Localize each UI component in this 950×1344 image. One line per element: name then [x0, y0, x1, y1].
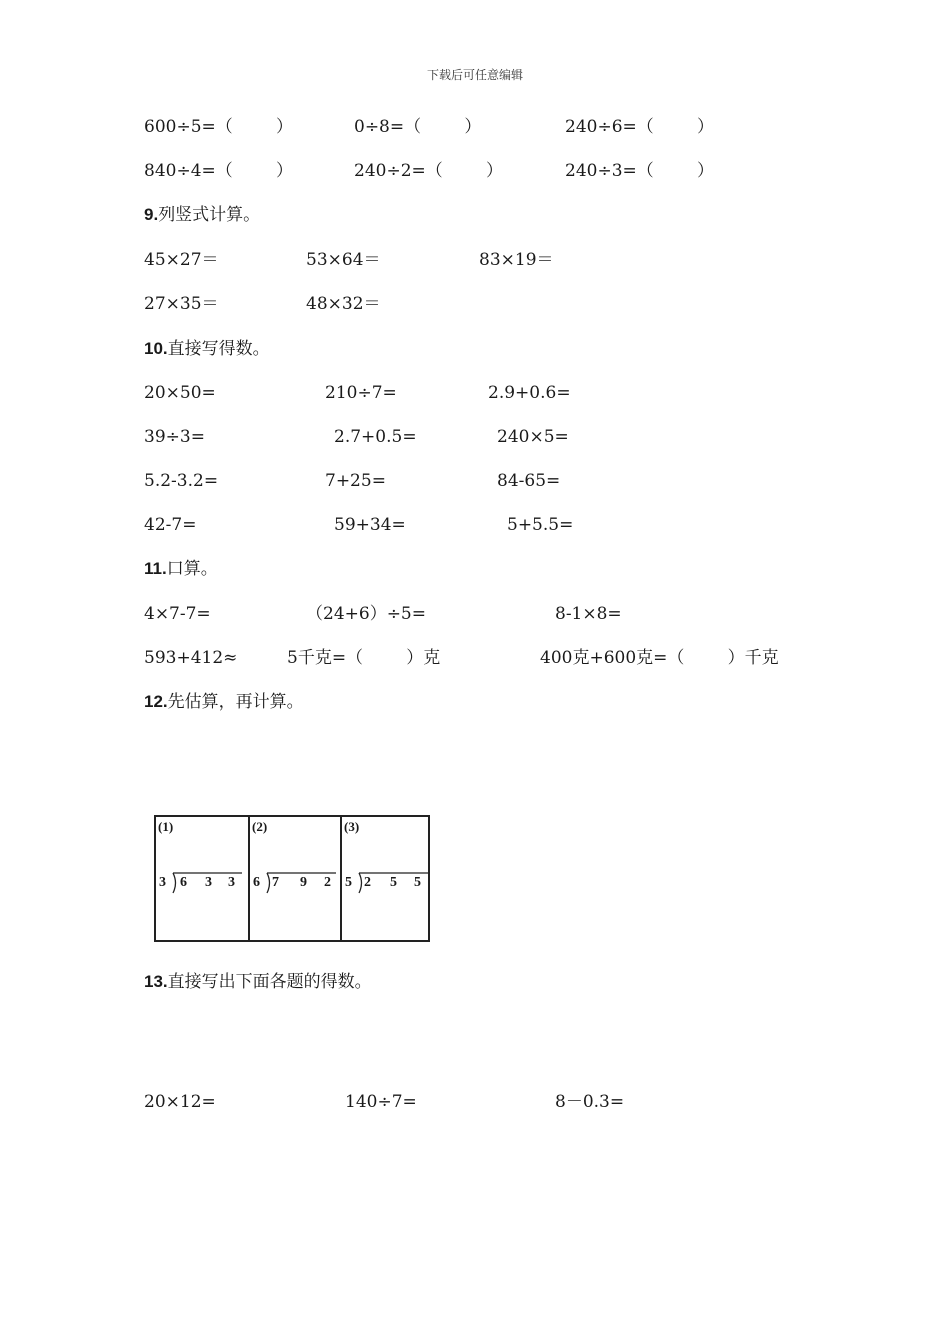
dividend-digit: 5 [390, 875, 397, 890]
question-10-heading [144, 339, 270, 359]
dividend-digit: 9 [300, 875, 307, 890]
question-number: 10. [144, 339, 168, 358]
problem-label: (3) [344, 819, 360, 834]
question-title: 直接写出下面各题的得数。 [167, 972, 372, 992]
question-12-heading [144, 692, 304, 712]
equation: 45×27＝ [144, 250, 219, 270]
equation: 5+5.5= [507, 515, 574, 535]
equation: 5千克=（ ）克 [287, 648, 441, 668]
question-number: 13. [144, 972, 168, 991]
question-title: 直接写得数。 [167, 339, 270, 359]
dividend-digit: 5 [414, 875, 421, 890]
divisor: 5 [345, 875, 352, 890]
dividend-digit: 3 [205, 875, 212, 890]
equation: 8-1×8= [555, 604, 622, 624]
equation: 53×64＝ [306, 250, 381, 270]
dividend-digit: 2 [364, 875, 371, 890]
question-number: 9. [144, 205, 159, 224]
dividend-digit: 2 [324, 875, 331, 890]
equation: 600÷5=（ ） [144, 117, 293, 137]
equation: 5.2-3.2= [144, 471, 219, 491]
equation: 20×12= [144, 1092, 216, 1112]
equation: 840÷4=（ ） [144, 161, 293, 181]
page-header: 下载后可任意编辑 [426, 68, 523, 82]
problem-label: (1) [158, 819, 174, 834]
question-title: 列竖式计算。 [158, 205, 261, 225]
question-9-heading [144, 205, 260, 225]
equation: 140÷7= [345, 1092, 417, 1112]
question-title: 先估算，再计算。 [167, 692, 304, 712]
equation: 400克+600克=（ ）千克 [540, 648, 779, 668]
equation: 0÷8=（ ） [354, 117, 482, 137]
question-13-heading [144, 972, 372, 992]
equation: 83×19＝ [479, 250, 554, 270]
equation: 2.7+0.5= [334, 427, 417, 447]
equation: 20×50= [144, 383, 216, 403]
equation: 59+34= [334, 515, 406, 535]
equation: 4×7-7= [144, 604, 211, 624]
equation: 240×5= [497, 427, 569, 447]
divisor: 6 [253, 875, 260, 890]
equation: 27×35＝ [144, 294, 219, 314]
equation: 39÷3= [144, 427, 205, 447]
equation: 210÷7= [325, 383, 397, 403]
division-cell-1 [156, 817, 248, 940]
long-division-table [154, 815, 430, 942]
equation: 240÷2=（ ） [354, 161, 503, 181]
equation: 240÷6=（ ） [565, 117, 714, 137]
equation: 7+25= [325, 471, 386, 491]
problem-label: (2) [252, 819, 268, 834]
question-number: 11. [144, 559, 167, 578]
dividend-digit: 7 [272, 875, 279, 890]
equation: 8－0.3= [555, 1092, 625, 1112]
question-title: 口算。 [166, 559, 218, 579]
equation: 593+412≈ [144, 648, 238, 668]
equation: 2.9+0.6= [488, 383, 571, 403]
equation: 84-65= [497, 471, 561, 491]
dividend-digit: 3 [228, 875, 235, 890]
equation: （24+6）÷5= [306, 604, 426, 624]
equation: 240÷3=（ ） [565, 161, 714, 181]
equation: 42-7= [144, 515, 197, 535]
divisor: 3 [159, 875, 166, 890]
question-11-heading [144, 559, 218, 579]
question-number: 12. [144, 692, 168, 711]
dividend-digit: 6 [180, 875, 187, 890]
equation: 48×32＝ [306, 294, 381, 314]
division-cell-2 [248, 817, 340, 940]
division-cell-3 [340, 817, 428, 940]
